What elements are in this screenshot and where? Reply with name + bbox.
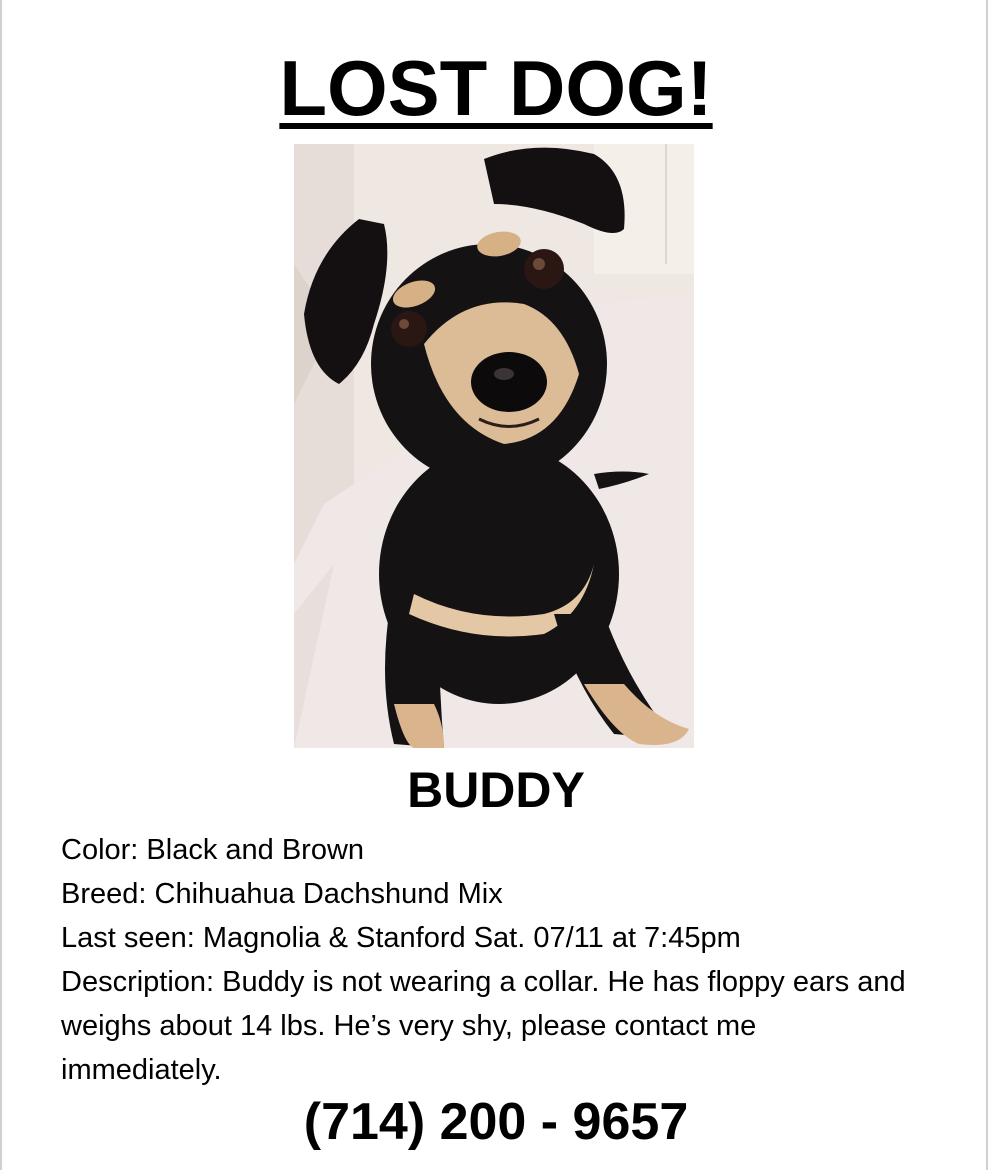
detail-breed: Breed: Chihuahua Dachshund Mix: [61, 878, 503, 910]
dog-name: BUDDY: [407, 762, 585, 818]
dog-details: [61, 828, 941, 1092]
dog-photo-illustration: [294, 144, 694, 748]
detail-color: Color: Black and Brown: [61, 834, 365, 866]
dog-photo: [294, 144, 694, 748]
flyer-title-text: LOST DOG!: [279, 44, 713, 132]
contact-phone: (714) 200 - 9657: [303, 1093, 689, 1151]
detail-last-seen: Last seen: Magnolia & Stanford Sat. 07/11 at 7:45pm: [61, 922, 741, 954]
flyer-title: [2, 42, 988, 134]
detail-description: Description: Buddy is not wearing a collar. He has floppy ears and weighs about 14 lbs. He’s very shy, please contact me immediately.: [61, 966, 906, 1086]
